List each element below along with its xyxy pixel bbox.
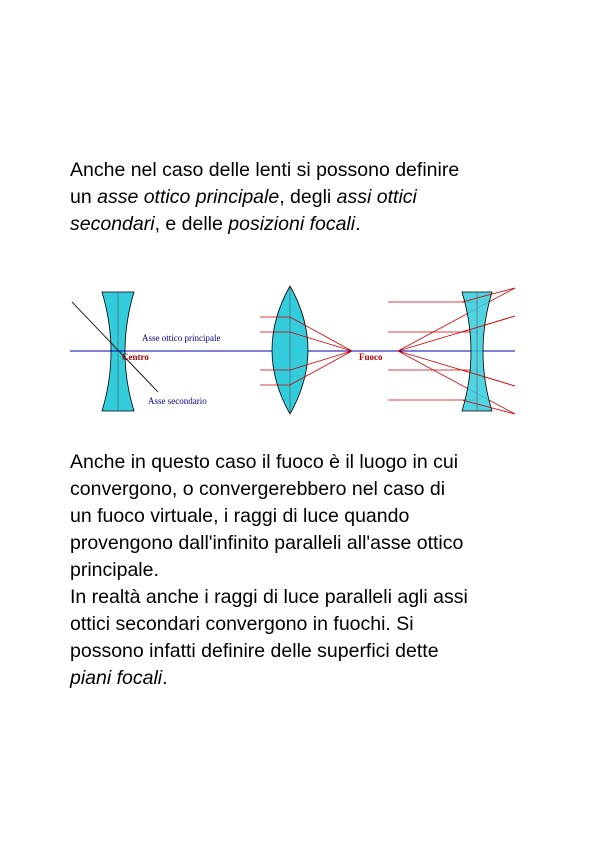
focus-line-1: Anche in questo caso il fuoco è il luogo in cui xyxy=(70,451,459,473)
focus-line-8: possono infatti definire delle superfici dette xyxy=(70,640,439,662)
term-asse-ottico-principale: asse ottico principale xyxy=(97,186,280,208)
text-run: . xyxy=(162,667,168,689)
intro-line-2 xyxy=(70,184,540,211)
label-fuoco: Fuoco xyxy=(359,352,383,362)
focus-paragraph xyxy=(70,449,540,692)
focus-line-2: convergono, o convergerebbero nel caso di xyxy=(70,478,446,500)
convex-lens xyxy=(272,286,308,414)
intro-line-3 xyxy=(70,211,540,238)
focus-line-3: un fuoco virtuale, i raggi di luce quando xyxy=(70,505,410,527)
focus-line-4: provengono dall'infinito paralleli all'asse ottico xyxy=(70,532,464,554)
term-secondari: secondari xyxy=(70,213,155,235)
label-centro: Centro xyxy=(122,352,149,362)
intro-line-1: Anche nel caso delle lenti si possono definire xyxy=(70,159,460,181)
lens-diagram xyxy=(60,280,520,420)
intro-paragraph xyxy=(70,157,540,238)
text-run: , degli xyxy=(279,186,337,208)
term-assi-ottici: assi ottici xyxy=(336,186,417,208)
focus-line-9 xyxy=(70,665,540,692)
focus-line-6: In realtà anche i raggi di luce paralleli agli assi xyxy=(70,586,468,608)
label-asse-secondario: Asse secondario xyxy=(148,396,207,406)
text-run: un xyxy=(70,186,98,208)
label-asse-ottico-principale: Asse ottico principale xyxy=(142,333,221,343)
text-run: , e delle xyxy=(154,213,229,235)
term-piani-focali: piani focali xyxy=(70,667,163,689)
text-run: . xyxy=(355,213,361,235)
term-posizioni-focali: posizioni focali xyxy=(228,213,356,235)
focus-line-5: principale. xyxy=(70,559,159,581)
focus-line-7: ottici secondari convergono in fuochi. Si xyxy=(70,613,414,635)
